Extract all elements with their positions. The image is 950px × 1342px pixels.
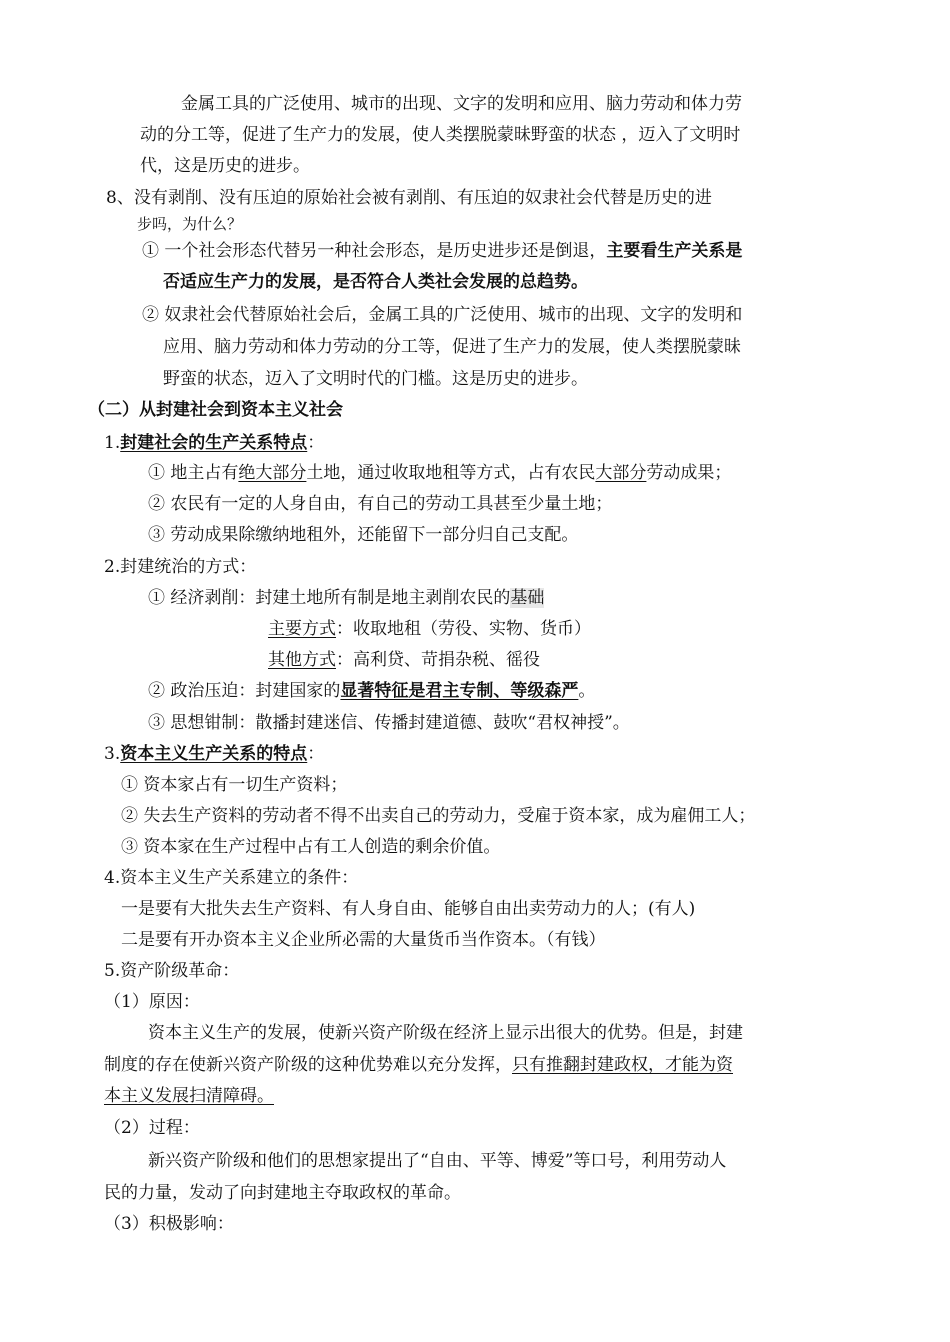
- point-number: 1.: [104, 433, 121, 453]
- paragraph-line: [104, 1054, 733, 1076]
- item-text: ① 地主占有: [148, 463, 239, 483]
- point-title: 封建社会的生产关系特点: [120, 433, 308, 453]
- question-8-cont: 步吗，为什么？: [137, 215, 243, 233]
- point-1-item: [148, 462, 731, 484]
- item-text: ① 经济剥削：封建土地所有制是地主剥削农民的: [148, 588, 511, 608]
- point-4-title: 4.资本主义生产关系建立的条件：: [104, 868, 359, 888]
- subheading-process: （2）过程：: [104, 1118, 200, 1138]
- answer-2-cont: 应用、脑力劳动和体力劳动的分工等，促进了生产力的发展，使人类摆脱蒙昧: [163, 337, 741, 357]
- point-5-title: 5.资产阶级革命：: [104, 961, 240, 981]
- point-number: 3.: [104, 744, 121, 764]
- text-line: 金属工具的广泛使用、城市的出现、文字的发明和应用、脑力劳动和体力劳: [181, 94, 742, 114]
- colon: ：: [307, 744, 325, 764]
- underlined-label: 其他方式: [268, 650, 336, 670]
- point-1-item: ② 农民有一定的人身自由，有自己的劳动工具甚至少量土地；: [148, 494, 613, 514]
- point-2-item: [148, 680, 595, 702]
- answer-1-cont: 否适应生产力的发展，是否符合人类社会发展的总趋势。: [163, 272, 588, 292]
- point-1-item: ③ 劳动成果除缴纳地租外，还能留下一部分归自己支配。: [148, 525, 579, 545]
- point-3-item: ① 资本家占有一切生产资料；: [121, 775, 348, 795]
- main-method: [268, 618, 591, 640]
- answer-bold: 主要看生产关系是: [606, 241, 743, 261]
- paragraph-line: 民的力量，发动了向封建地主夺取政权的革命。: [104, 1183, 461, 1203]
- item-text: 劳动成果；: [646, 463, 732, 483]
- underlined-label: 主要方式: [268, 619, 336, 639]
- highlighted-text: 基础: [510, 588, 545, 608]
- point-2-item: ③ 思想钳制：散播封建迷信、传播封建道德、鼓吹“君权神授”。: [148, 713, 630, 733]
- text-line: 动的分工等，促进了生产力的发展，使人类摆脱蒙昧野蛮的状态 ，迈入了文明时: [140, 125, 741, 145]
- answer-1: [142, 240, 742, 262]
- bold-underlined-text: 显著特征是君主专制、等级森严: [340, 681, 579, 701]
- subheading-impact: （3）积极影响：: [104, 1214, 234, 1234]
- underlined-text: 大部分: [595, 463, 647, 483]
- item-text: ：收取地租（劳役、实物、货币）: [336, 619, 591, 639]
- point-3-title: [104, 743, 324, 765]
- other-method: [268, 649, 540, 671]
- point-2-item: [148, 587, 544, 609]
- paragraph-line: 新兴资产阶级和他们的思想家提出了“自由、平等、博爱”等口号，利用劳动人: [148, 1151, 727, 1171]
- point-2-title: 2.封建统治的方式：: [104, 557, 257, 577]
- question-8: 8、没有剥削、没有压迫的原始社会被有剥削、有压迫的奴隶社会代替是历史的进: [106, 188, 712, 208]
- underlined-text: 绝大部分: [238, 463, 307, 483]
- underlined-text: 只有推翻封建政权，才能为资: [512, 1055, 733, 1075]
- paragraph-line: 本主义发展扫清障碍。: [104, 1086, 274, 1106]
- item-text: 土地，通过收取地租等方式，占有农民: [306, 463, 596, 483]
- point-title: 资本主义生产关系的特点: [120, 744, 308, 764]
- text-line: 代，这是历史的进步。: [140, 156, 310, 176]
- point-3-item: ② 失去生产资料的劳动者不得不出卖自己的劳动力，受雇于资本家，成为雇佣工人；: [121, 806, 756, 826]
- point-4-item: 二是要有开办资本主义企业所必需的大量货币当作资本。（有钱）: [121, 930, 606, 950]
- point-3-item: ③ 资本家在生产过程中占有工人创造的剩余价值。: [121, 837, 501, 857]
- point-1-title: [104, 432, 324, 454]
- paragraph-text: 制度的存在使新兴资产阶级的这种优势难以充分发挥，: [104, 1055, 512, 1075]
- item-text: ：高利贷、苛捐杂税、徭役: [336, 650, 540, 670]
- paragraph-line: 资本主义生产的发展，使新兴资产阶级在经济上显示出很大的优势。但是，封建: [148, 1023, 743, 1043]
- item-text: ② 政治压迫：封建国家的: [148, 681, 341, 701]
- colon: ：: [307, 433, 325, 453]
- section-heading: （二）从封建社会到资本主义社会: [88, 400, 343, 420]
- answer-text: ① 一个社会形态代替另一种社会形态，是历史进步还是倒退，: [142, 241, 607, 261]
- answer-2-cont: 野蛮的状态，迈入了文明时代的门槛。这是历史的进步。: [163, 369, 588, 389]
- answer-2: ② 奴隶社会代替原始社会后，金属工具的广泛使用、城市的出现、文字的发明和: [142, 305, 743, 325]
- point-4-item: 一是要有大批失去生产资料、有人身自由、能够自由出卖劳动力的人；(有人): [121, 899, 696, 919]
- subheading-cause: （1）原因：: [104, 992, 200, 1012]
- item-text: 。: [578, 681, 596, 701]
